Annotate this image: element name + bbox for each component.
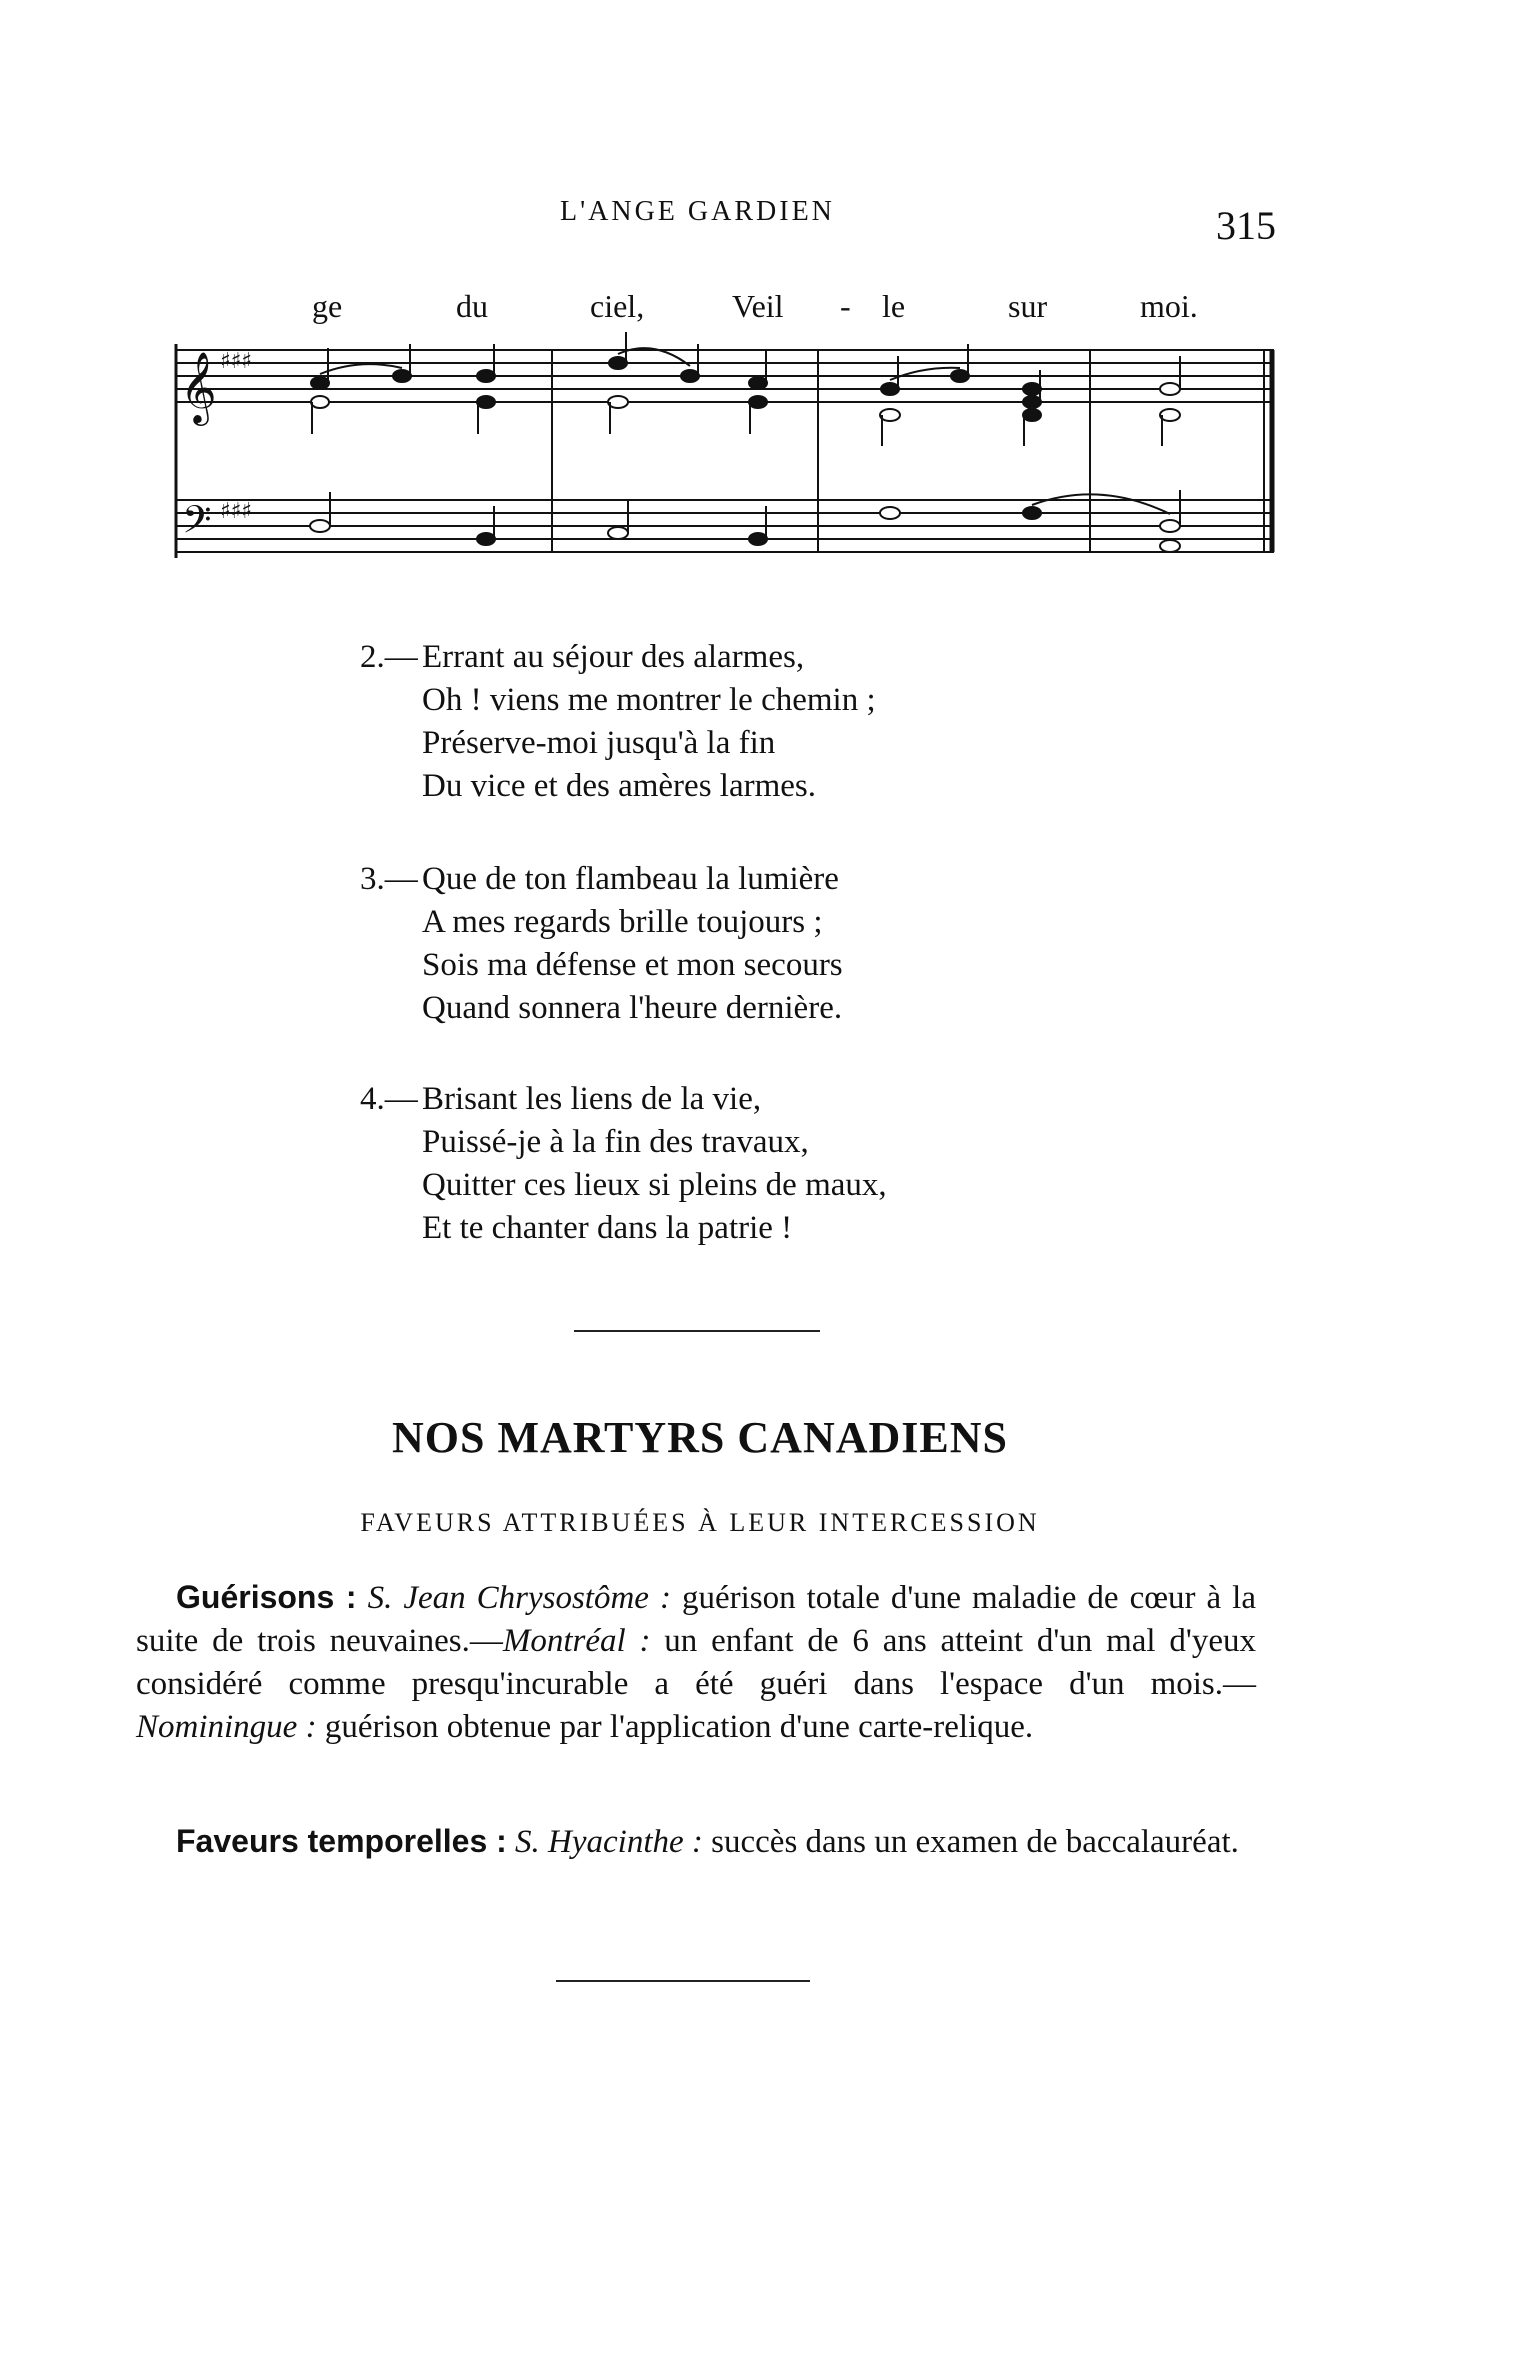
verse-line: Puissé-je à la fin des travaux, (422, 1124, 809, 1160)
saint-name: S. Jean Chrysostôme : (367, 1580, 671, 1616)
lyric-syllable: le (882, 288, 906, 324)
section-title: NOS MARTYRS CANADIENS (392, 1413, 1008, 1462)
verse-line: Préserve-moi jusqu'à la fin (422, 725, 776, 761)
paragraph-text: un enfant de 6 ans atteint d'un mal d'yeux considéré comme presqu'incurable a été guéri dans l'espace d'un mois.— (136, 1623, 1256, 1702)
svg-text:𝄞: 𝄞 (180, 350, 217, 423)
verse-line: Et te chanter dans la patrie ! (422, 1210, 793, 1246)
verse-line: Que de ton flambeau la lumière (422, 861, 839, 897)
verse-line: Brisant les liens de la vie, (422, 1081, 762, 1117)
paragraph-text: guérison totale d'une maladie de cœur à la suite de trois neuvaines.— (136, 1580, 1256, 1659)
paragraph-text: guérison obtenue par l'application d'une carte-relique. (316, 1709, 1034, 1745)
verse-line: Sois ma défense et mon secours (422, 947, 843, 983)
lyric-syllable: - (840, 288, 851, 324)
svg-text:♯♯♯: ♯♯♯ (220, 349, 252, 374)
verse-line: A mes regards brille toujours ; (422, 904, 823, 940)
section-subtitle: FAVEURS ATTRIBUÉES À LEUR INTERCESSION (360, 1508, 1040, 1537)
lyric-syllable: sur (1008, 288, 1048, 324)
stanza (360, 1078, 887, 1250)
lyric-syllable: du (456, 288, 488, 324)
lyric-syllable: Veil (732, 288, 784, 324)
guerisons-paragraph (136, 1576, 1256, 1749)
lyric-syllable: ge (312, 288, 343, 324)
stanza-number: 4.— (360, 1081, 418, 1117)
svg-text:𝄢: 𝄢 (182, 497, 212, 551)
paragraph-lead: Faveurs temporelles : (176, 1823, 507, 1859)
page-number: 315 (1216, 203, 1276, 248)
music-score (170, 330, 1280, 580)
stanza (360, 636, 876, 808)
lyric-syllable: moi. (1140, 288, 1198, 324)
verse-line: Oh ! viens me montrer le chemin ; (422, 682, 876, 718)
verse-line: Du vice et des amères larmes. (422, 768, 817, 804)
stanza (360, 858, 843, 1030)
section-divider (574, 1330, 820, 1332)
faveurs-paragraph (136, 1820, 1256, 1864)
saint-name: S. Hyacinthe : (515, 1824, 703, 1860)
verse-line: Errant au séjour des alarmes, (422, 639, 805, 675)
lyric-syllable: ciel, (590, 288, 645, 324)
paragraph-lead: Guérisons : (176, 1579, 357, 1615)
verse-line: Quand sonnera l'heure dernière. (422, 990, 843, 1026)
stanza-number: 2.— (360, 639, 418, 675)
place-name: Montréal : (502, 1623, 651, 1659)
place-name: Nominingue : (136, 1709, 317, 1745)
stanza-number: 3.— (360, 861, 418, 897)
closing-divider (556, 1980, 810, 1982)
verse-line: Quitter ces lieux si pleins de maux, (422, 1167, 887, 1203)
paragraph-text: succès dans un examen de baccalauréat. (702, 1824, 1239, 1860)
running-title: L'ANGE GARDIEN (560, 196, 835, 227)
svg-text:♯♯♯: ♯♯♯ (220, 499, 252, 524)
